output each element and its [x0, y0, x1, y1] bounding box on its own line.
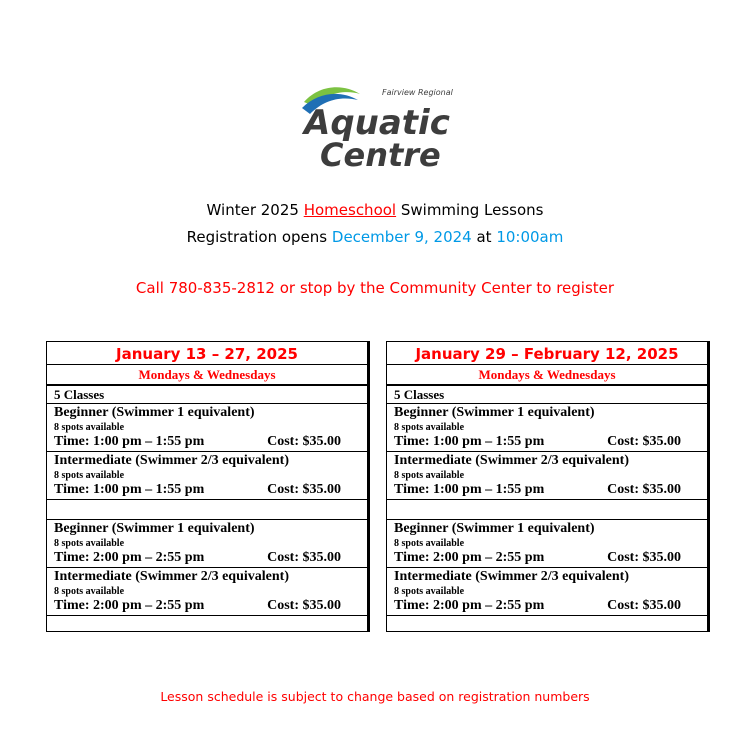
class-time-row [54, 598, 341, 614]
spacer-row [387, 616, 707, 631]
class-spots: 8 spots available [54, 538, 125, 549]
title-line [0, 201, 750, 219]
class-block [387, 520, 707, 568]
logo-top-text: Fairview Regional [382, 88, 453, 97]
class-spots: 8 spots available [394, 538, 465, 549]
class-time-row [54, 434, 341, 450]
class-cost: Cost: $35.00 [267, 482, 341, 497]
class-cost: Cost: $35.00 [267, 598, 341, 613]
schedule-header [47, 342, 367, 386]
class-time-row [394, 434, 681, 450]
aquatic-centre-logo [300, 82, 460, 172]
class-time-row [394, 482, 681, 498]
class-name: Beginner (Swimmer 1 equivalent) [54, 521, 255, 536]
class-block [47, 452, 367, 500]
class-spots: 8 spots available [394, 422, 465, 433]
class-cost: Cost: $35.00 [267, 434, 341, 449]
class-time: Time: 2:00 pm – 2:55 pm [54, 550, 205, 565]
class-spots: 8 spots available [54, 470, 125, 481]
class-block [387, 452, 707, 500]
class-time: Time: 1:00 pm – 1:55 pm [54, 482, 205, 497]
title-prefix: Winter 2025 [206, 201, 304, 219]
logo-word-aquatic: Aquatic [304, 103, 450, 143]
classes-count: 5 Classes [387, 386, 707, 404]
class-name: Beginner (Swimmer 1 equivalent) [394, 405, 595, 420]
class-time: Time: 1:00 pm – 1:55 pm [394, 482, 545, 497]
class-name: Beginner (Swimmer 1 equivalent) [54, 405, 255, 420]
class-time: Time: 1:00 pm – 1:55 pm [54, 434, 205, 449]
registration-time: 10:00am [496, 228, 564, 246]
logo-graphic [300, 82, 460, 172]
class-block [47, 404, 367, 452]
call-to-register: Call 780-835-2812 or stop by the Community Center to register [135, 279, 615, 297]
class-time-row [54, 550, 341, 566]
class-name: Intermediate (Swimmer 2/3 equivalent) [54, 569, 289, 584]
schedule-days: Mondays & Wednesdays [138, 367, 276, 382]
title-suffix: Swimming Lessons [396, 201, 544, 219]
class-time: Time: 2:00 pm – 2:55 pm [394, 550, 545, 565]
class-time-row [394, 598, 681, 614]
class-spots: 8 spots available [394, 586, 465, 597]
registration-prefix: Registration opens [186, 228, 332, 246]
title-homeschool: Homeschool [303, 201, 397, 219]
schedule-date: January 29 – February 12, 2025 [387, 342, 707, 365]
schedule-disclaimer: Lesson schedule is subject to change based on registration numbers [160, 689, 590, 704]
classes-count: 5 Classes [47, 386, 367, 404]
registration-mid: at [471, 228, 497, 246]
spacer-row [387, 500, 707, 520]
class-block [387, 404, 707, 452]
class-spots: 8 spots available [54, 586, 125, 597]
class-time-row [54, 482, 341, 498]
class-block [47, 568, 367, 616]
class-name: Beginner (Swimmer 1 equivalent) [394, 521, 595, 536]
class-time: Time: 1:00 pm – 1:55 pm [394, 434, 545, 449]
class-name: Intermediate (Swimmer 2/3 equivalent) [54, 453, 289, 468]
class-time-row [394, 550, 681, 566]
registration-date: December 9, 2024 [331, 228, 472, 246]
class-name: Intermediate (Swimmer 2/3 equivalent) [394, 453, 629, 468]
class-spots: 8 spots available [54, 422, 125, 433]
class-block [47, 520, 367, 568]
schedule-days: Mondays & Wednesdays [478, 367, 616, 382]
class-time: Time: 2:00 pm – 2:55 pm [394, 598, 545, 613]
spacer-row [47, 500, 367, 520]
class-name: Intermediate (Swimmer 2/3 equivalent) [394, 569, 629, 584]
class-time: Time: 2:00 pm – 2:55 pm [54, 598, 205, 613]
registration-line [0, 228, 750, 246]
logo-word-centre: Centre [320, 136, 441, 172]
class-cost: Cost: $35.00 [607, 434, 681, 449]
schedule-header [387, 342, 707, 386]
class-spots: 8 spots available [394, 470, 465, 481]
class-block [387, 568, 707, 616]
class-cost: Cost: $35.00 [607, 598, 681, 613]
schedule-date: January 13 – 27, 2025 [47, 342, 367, 365]
class-cost: Cost: $35.00 [607, 482, 681, 497]
schedule-table-2 [386, 341, 710, 632]
schedule-table-1 [46, 341, 370, 632]
class-cost: Cost: $35.00 [267, 550, 341, 565]
spacer-row [47, 616, 367, 631]
class-cost: Cost: $35.00 [607, 550, 681, 565]
